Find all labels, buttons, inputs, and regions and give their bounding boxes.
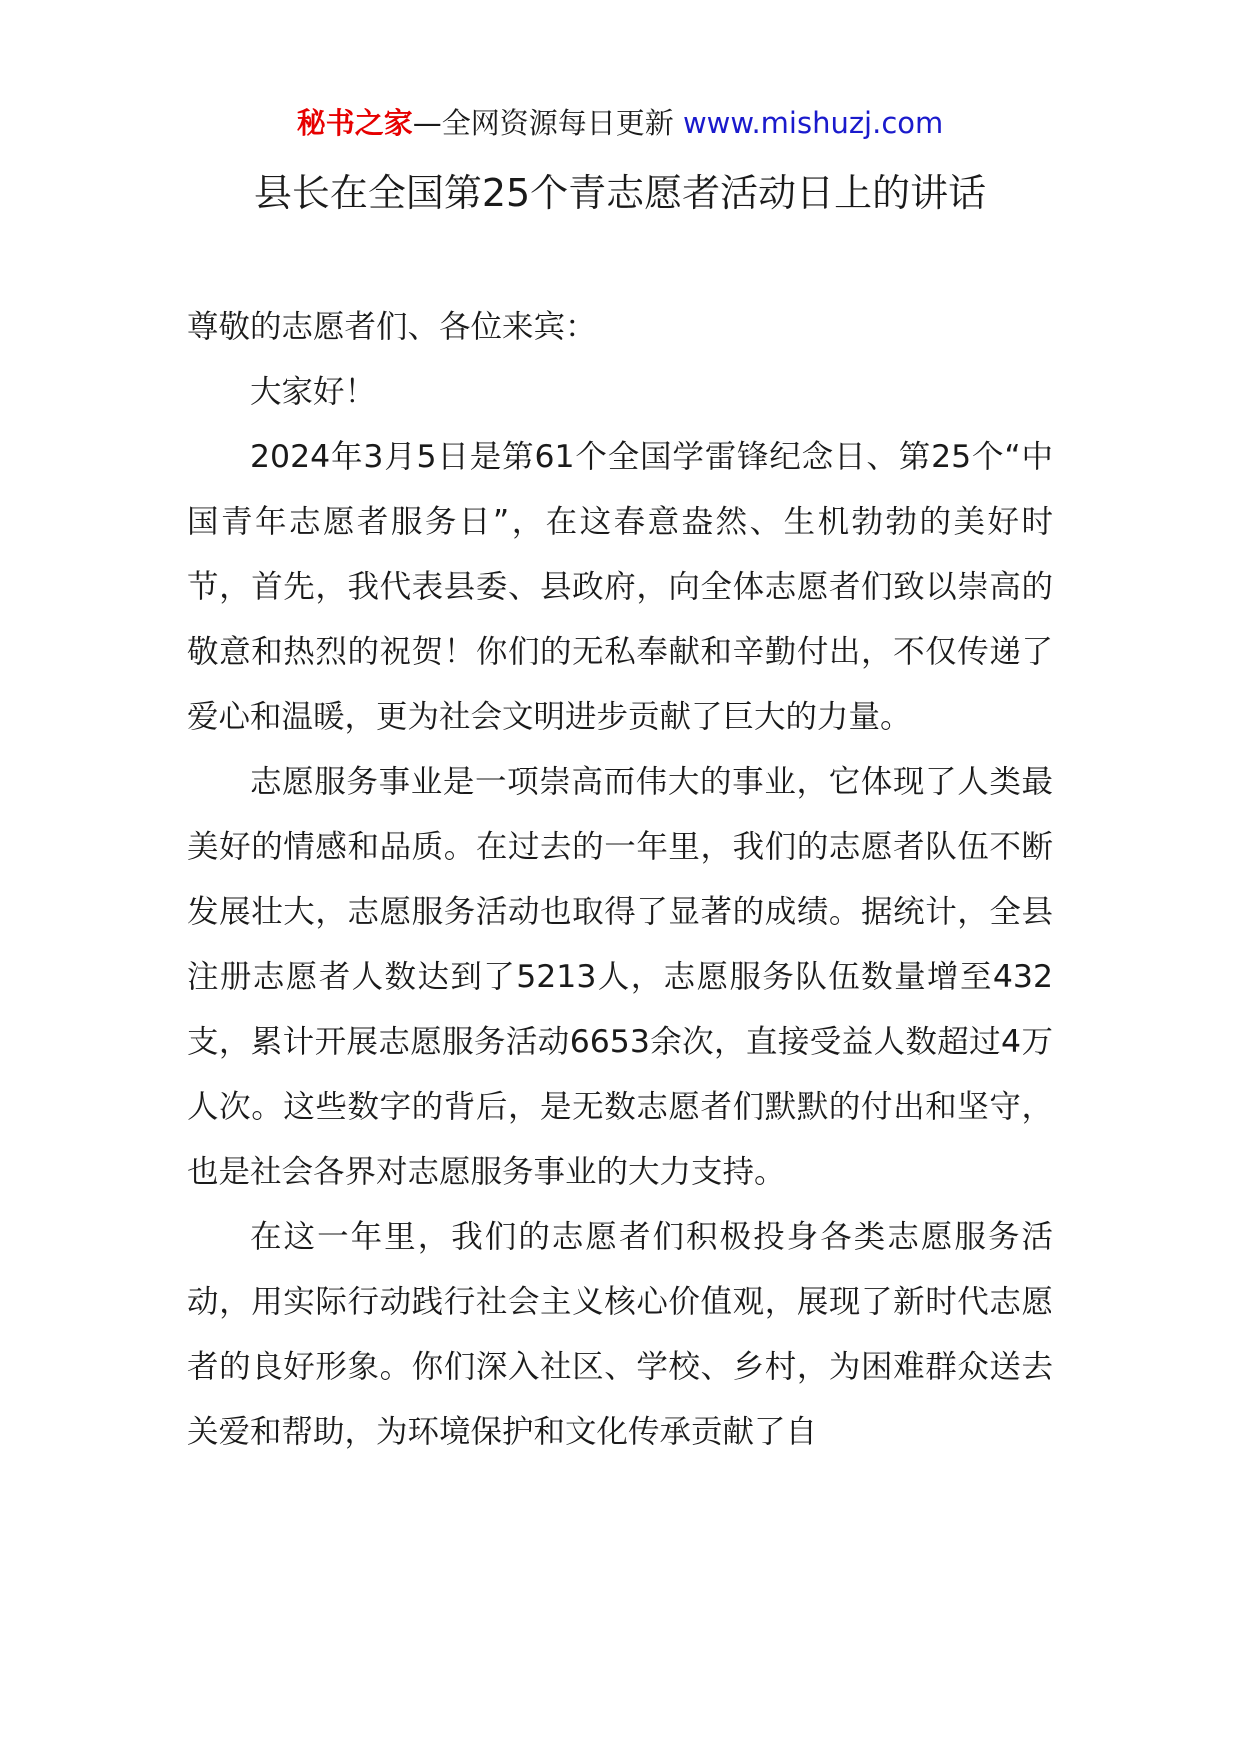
- brand-name: 秘书之家: [296, 106, 413, 140]
- paragraph: 志愿服务事业是一项崇高而伟大的事业，它体现了人类最美好的情感和品质。在过去的一年里，我们的志愿者队伍不断发展壮大，志愿服务活动也取得了显著的成绩。据统计，全县注册志愿者人数达到了5213人，志愿服务队伍数量增至432支，累计开展志愿服务活动6653余次，直接受益人数超过4万人次。这些数字的背后，是无数志愿者们默默的付出和坚守，也是社会各界对志愿服务事业的大力支持。: [187, 764, 1053, 1190]
- document-title: 县长在全国第25个青志愿者活动日上的讲话: [253, 171, 987, 215]
- paragraph: 2024年3月5日是第61个全国学雷锋纪念日、第25个“中国青年志愿者服务日”，在这春意盎然、生机勃勃的美好时节，首先，我代表县委、县政府，向全体志愿者们致以崇高的敬意和热烈的祝贺！你们的无私奉献和辛勤付出，不仅传递了爱心和温暖，更为社会文明进步贡献了巨大的力量。: [187, 439, 1053, 735]
- greeting: 大家好！: [250, 374, 377, 410]
- site-header: [0, 101, 1240, 145]
- salutation: 尊敬的志愿者们、各位来宾：: [187, 309, 597, 345]
- site-url-link[interactable]: www.mishuzj.com: [682, 106, 944, 140]
- header-slogan: —全网资源每日更新: [412, 106, 674, 140]
- paragraph: 在这一年里，我们的志愿者们积极投身各类志愿服务活动，用实际行动践行社会主义核心价值观，展现了新时代志愿者的良好形象。你们深入社区、学校、乡村，为困难群众送去关爱和帮助，为环境保护和文化传承贡献了自: [187, 1219, 1053, 1450]
- document-body: [187, 295, 1053, 1465]
